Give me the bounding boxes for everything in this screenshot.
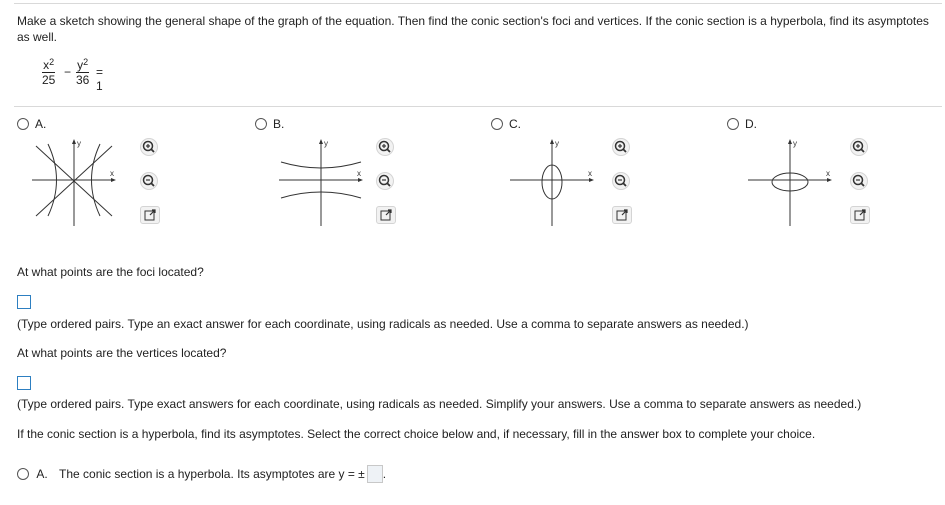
foci-question: At what points are the foci located? [17, 265, 204, 279]
asymptote-choice-a[interactable]: A. The conic section is a hyperbola. Its asymptotes are y = ± . [17, 465, 386, 483]
problem-prompt: Make a sketch showing the general shape of the graph of the equation. Then find the conic section's foci and vertices. If the conic section is a hyperbola, find its asymptotes as well. [17, 14, 929, 44]
graph-c [508, 136, 596, 228]
equation-rhs: = 1 [96, 65, 104, 93]
radio-a[interactable] [17, 118, 29, 130]
fraction-y: $\frac{y^2}{36}$ [76, 57, 90, 87]
svg-text:y: y [555, 139, 559, 148]
asymptote-answer-box[interactable] [367, 465, 383, 483]
foci-answer-box[interactable] [17, 295, 31, 309]
svg-text:x: x [826, 169, 830, 178]
zoom-out-icon[interactable] [140, 172, 158, 190]
section-divider [14, 106, 942, 107]
svg-text:y: y [77, 139, 81, 148]
svg-text:x: x [110, 169, 114, 178]
zoom-in-icon[interactable] [612, 138, 630, 156]
zoom-in-icon[interactable] [850, 138, 868, 156]
external-link-icon[interactable] [612, 206, 632, 224]
fraction-x: $\frac{x^2}{25}$ [42, 57, 56, 87]
choice-d[interactable]: D. [727, 116, 757, 131]
zoom-out-icon[interactable] [850, 172, 868, 190]
radio-d[interactable] [727, 118, 739, 130]
zoom-in-icon[interactable] [376, 138, 394, 156]
vertices-question: At what points are the vertices located? [17, 346, 227, 360]
foci-hint: (Type ordered pairs. Type an exact answer for each coordinate, using radicals as needed. Use a comma to separate answers as needed.) [17, 317, 749, 331]
choice-a[interactable]: A. [17, 116, 46, 131]
svg-text:x: x [588, 169, 592, 178]
external-link-icon[interactable] [140, 206, 160, 224]
graph-a [30, 136, 118, 228]
choice-c[interactable]: C. [491, 116, 521, 131]
asymptote-radio-a[interactable] [17, 468, 29, 480]
zoom-in-icon[interactable] [140, 138, 158, 156]
vertices-hint: (Type ordered pairs. Type exact answers for each coordinate, using radicals as needed. Simplify your answers. Use a comma to separate answers as needed.) [17, 397, 862, 411]
vertices-answer-box[interactable] [17, 376, 31, 390]
zoom-out-icon[interactable] [612, 172, 630, 190]
graph-d [746, 136, 834, 228]
radio-b[interactable] [255, 118, 267, 130]
asymptotes-question: If the conic section is a hyperbola, find its asymptotes. Select the correct choice below and, if necessary, fill in the answer box to complete your choice. [17, 427, 816, 441]
svg-text:x: x [357, 169, 361, 178]
external-link-icon[interactable] [376, 206, 396, 224]
graph-b [277, 136, 365, 228]
svg-text:y: y [793, 139, 797, 148]
radio-c[interactable] [491, 118, 503, 130]
minus-sign: − [64, 65, 72, 79]
svg-text:y: y [324, 139, 328, 148]
zoom-out-icon[interactable] [376, 172, 394, 190]
top-divider [14, 3, 942, 4]
choice-b[interactable]: B. [255, 116, 284, 131]
external-link-icon[interactable] [850, 206, 870, 224]
